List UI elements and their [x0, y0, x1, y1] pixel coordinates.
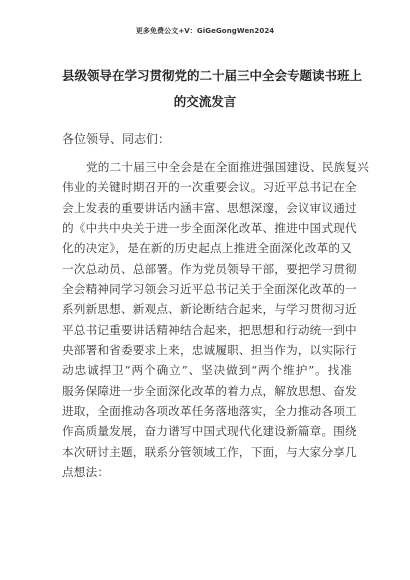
- paragraph-line: 会上发表的重要讲话内涵丰富、思想深邃，会议审议通过: [62, 200, 357, 215]
- paragraph-line: 伟业的关键时期召开的一次重要会议。习近平总书记在全: [62, 180, 357, 195]
- title-line-2: 的交流发言: [173, 94, 237, 109]
- salutation: 各位领导、同志们：: [62, 132, 171, 146]
- paragraph-line: 党的二十届三中全会是在全面推进强国建设、民族复兴: [86, 160, 370, 174]
- body-paragraph: [62, 157, 370, 483]
- paragraph-line: 本次研讨主题，联系分管领域工作，下面，与大家分享几: [62, 444, 357, 459]
- paragraph-line: 化的决定》，是在新的历史起点上推进全面深化改革的又: [62, 241, 352, 256]
- paragraph-line: 央部署和省委要求上来，忠诚履职、担当作为，以实际行: [62, 343, 357, 358]
- paragraph-line: 进取，全面推动各项改革任务落地落实，全力推动各项工: [62, 404, 357, 419]
- document-title: [62, 63, 363, 115]
- paragraph-line: 点想法：: [62, 465, 110, 480]
- paragraph-line: 服务保障进一步全面深化改革的着力点，解放思想、奋发: [62, 383, 357, 398]
- header-note: 更多免费公文+V：GiGeGongWen2024: [135, 27, 275, 35]
- title-line-1: 县级领导在学习贯彻党的二十届三中全会专题读书班上: [62, 68, 363, 83]
- paragraph-line: 一次总动员、总部署。作为党员领导干部，要把学习贯彻: [62, 261, 357, 276]
- paragraph-line: 动忠诚捍卫“两个确立”、坚决做到“两个维护”。找准: [62, 363, 352, 378]
- paragraph-line: 全会精神同学习领会习近平总书记关于全面深化改革的一: [62, 282, 357, 297]
- paragraph-line: 的《中共中央关于进一步全面深化改革、推进中国式现代: [62, 221, 357, 236]
- paragraph-line: 平总书记重要讲话精神结合起来，把思想和行动统一到中: [62, 322, 357, 337]
- paragraph-line: 系列新思想、新观点、新论断结合起来，与学习贯彻习近: [62, 302, 357, 317]
- paragraph-line: 作高质量发展，奋力谱写中国式现代化建设新篇章。围绕: [62, 424, 357, 439]
